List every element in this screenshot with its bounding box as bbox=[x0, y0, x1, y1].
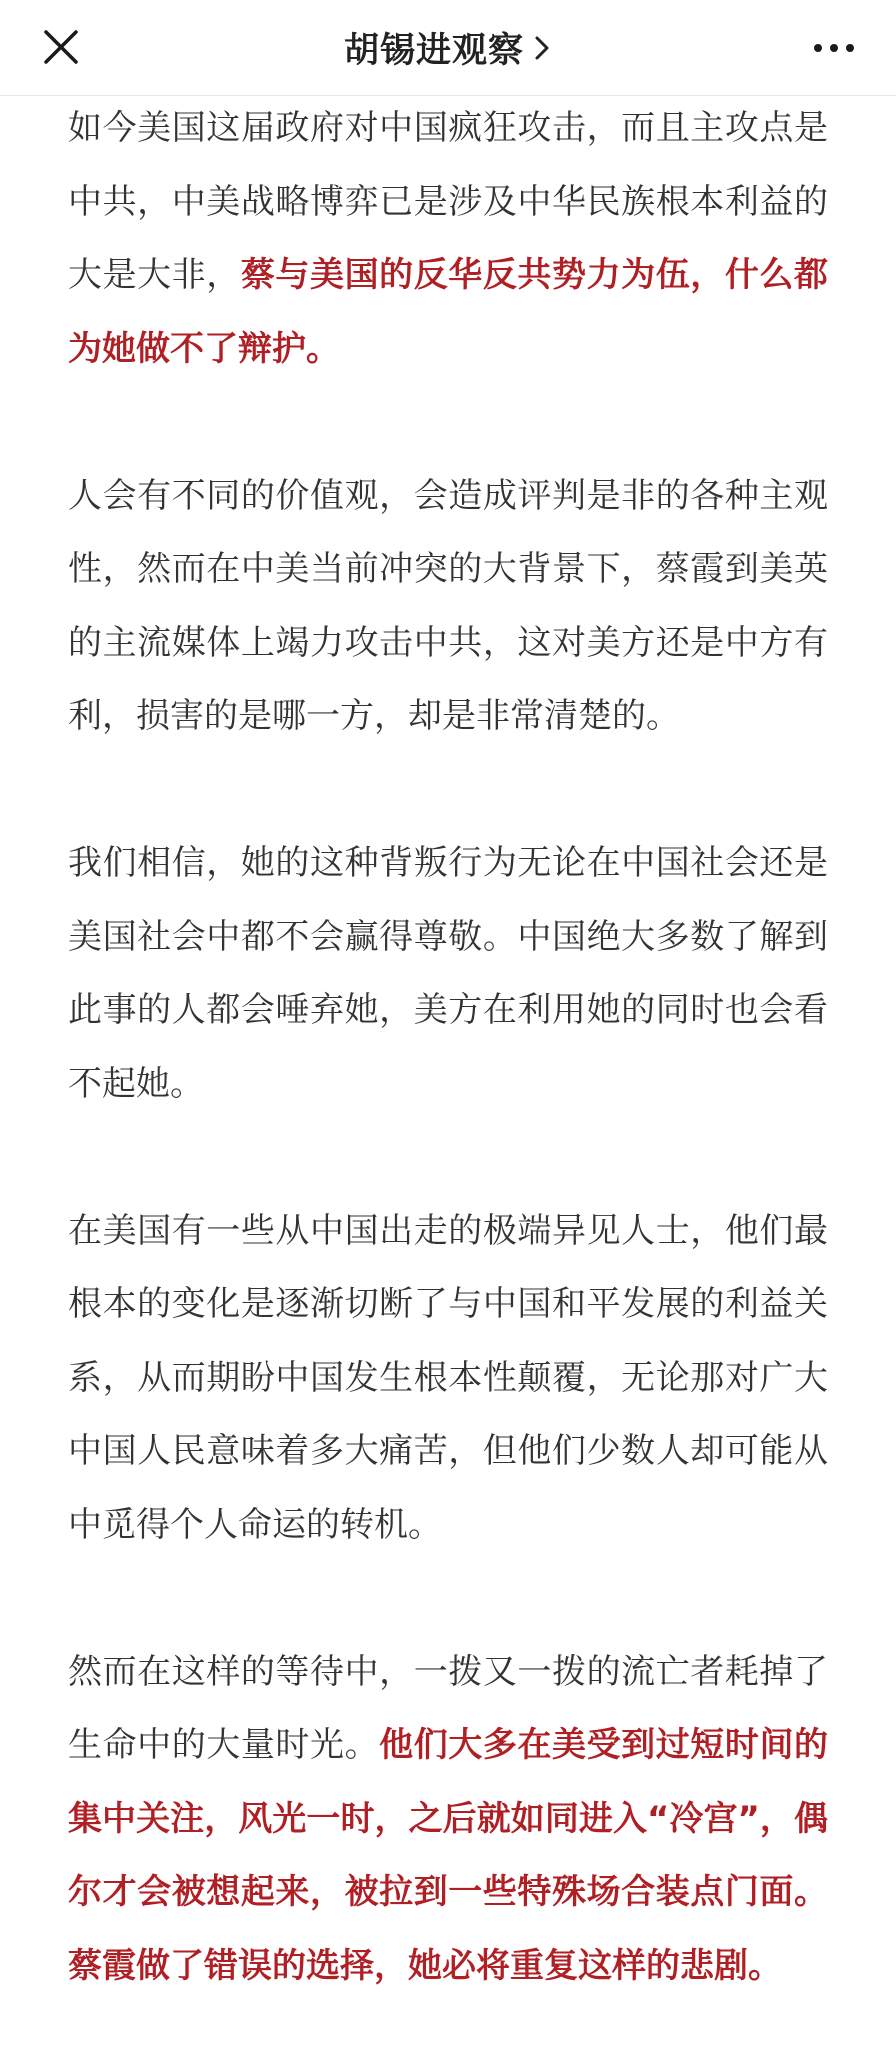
account-title: 胡锡进观察 bbox=[343, 31, 524, 71]
article-paragraph-3: 我们相信，她的这种背叛行为无论在中国社会还是美国社会中都不会赢得尊敬。中国绝大多数了解到此事的人都会唾弃她，美方在利用她的同时也会看不起她。 bbox=[68, 843, 828, 1104]
highlighted-text: 蔡与美国的反华反共势力为伍，什么都为她做不了辩护。 bbox=[68, 255, 829, 369]
article-paragraph-4: 在美国有一些从中国出走的极端异见人士，他们最根本的变化是逐渐切断了与中国和平发展的利益关系，从而期盼中国发生根本性颠覆，无论那对广大中国人民意味着多大痛苦，但他们少数人却可能从中觅得个人命运的转机。 bbox=[68, 1210, 828, 1545]
account-title-link[interactable] bbox=[0, 0, 896, 96]
paragraph-text: 如今美国这届政府对中国疯狂攻击，而且主攻点是中共，中美战略博弈已是涉及中华民族根本利益的大是大非， bbox=[68, 108, 828, 295]
article-paragraph-1 bbox=[68, 92, 828, 386]
highlighted-text: 他们大多在美受到过短时间的集中关注，风光一时，之后就如同进入“冷宫”，偶尔才会被想起来，被拉到一些特殊场合装点门面。蔡霞做了错误的选择，她必将重复这样的悲剧。 bbox=[68, 1725, 829, 1986]
article-paragraph-5 bbox=[68, 1636, 828, 2004]
top-navigation-bar bbox=[0, 0, 896, 96]
paragraph-text: 然而在这样的等待中，一拨又一拨的流亡者耗掉了生命中的大量时光。 bbox=[68, 1651, 828, 1765]
article-body bbox=[68, 92, 828, 2003]
article-paragraph-2: 人会有不同的价值观，会造成评判是非的各种主观性，然而在中美当前冲突的大背景下，蔡霞到美英的主流媒体上竭力攻击中共，这对美方还是中方有利，损害的是哪一方，却是非常清楚的。 bbox=[68, 475, 828, 736]
chevron-right-icon bbox=[532, 32, 552, 64]
more-dots-icon bbox=[808, 22, 860, 74]
more-options-button[interactable] bbox=[808, 22, 860, 74]
